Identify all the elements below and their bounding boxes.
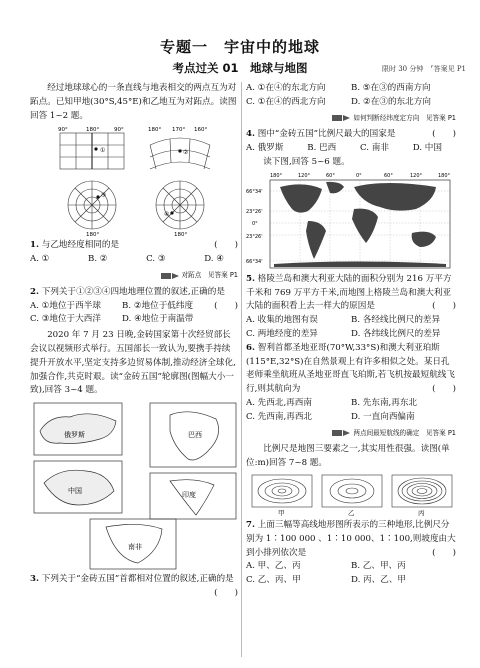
- q7-paren: ( ): [432, 547, 456, 558]
- arrow-icon: [343, 115, 350, 121]
- map-tick-top-2: 120°: [298, 172, 311, 179]
- option-d[interactable]: D. 丙、乙、甲: [351, 575, 407, 586]
- circle-label-2: ②: [183, 149, 189, 157]
- option-b[interactable]: B. 先东南,再东北: [351, 397, 418, 408]
- scale-passage: 比例尺是地图三要素之一,其实用性很强。读图(单位:m)回答 7~8 题。: [246, 444, 450, 469]
- page-title: 专题一 宇宙中的地球: [159, 38, 320, 56]
- option-d[interactable]: D. ④: [204, 254, 224, 265]
- brics-passage: 2020 年 7 月 23 日晚,金砖国家第十次经贸部长会议以视频形式举行。五国部长一致认为,要携手持续提升开放水平,坚定支持多边贸易体制,推动经济全球化,加强合作,共克时艰。读“金砖五国”轮廓图(图幅大小一致),回答 3~4 题。: [30, 330, 236, 396]
- point-3: [96, 196, 99, 199]
- map-tick-left-5: 66°34': [246, 258, 263, 265]
- q4-options: [246, 142, 456, 156]
- label-china: 中国: [68, 487, 82, 496]
- option-c[interactable]: C. ①在④的西北方向: [246, 96, 326, 107]
- option-a[interactable]: A. 先西北,再西南: [246, 397, 312, 408]
- option-a[interactable]: A. 俄罗斯: [246, 143, 284, 154]
- intro-passage: 经过地球球心的一条直线与地表相交的两点互为对跖点。已知甲地(30°S,45°E)和乙地互为对跖点。读图回答 1~2 题。: [30, 83, 237, 121]
- map-tick-left-3: 0°: [252, 220, 258, 227]
- option-c[interactable]: C. ③地位于大西洋: [30, 314, 101, 325]
- point-1: [94, 148, 97, 151]
- circle-label-3: ③: [101, 192, 107, 200]
- map-tick-top-5: 60°: [384, 172, 393, 179]
- tag-bar-icon: [332, 115, 342, 121]
- map-tick-left-4: 23°26': [246, 233, 263, 240]
- contour-label-jia: 甲: [278, 508, 285, 517]
- option-a[interactable]: A. 收集的地图有误: [246, 315, 318, 326]
- answer-tag-2: [246, 112, 456, 126]
- contour-frame-bing: [392, 475, 452, 507]
- contour-maps-figure: [246, 473, 456, 517]
- fig-label-2: 180°: [86, 127, 100, 134]
- grid-figure-1: [60, 133, 124, 169]
- q7-number: 7.: [246, 519, 255, 530]
- tag-text: 如何判断经纬度定方向 见答案 P1: [353, 113, 456, 122]
- q6-number: 6.: [246, 342, 255, 353]
- option-d[interactable]: D. 中国: [412, 143, 442, 154]
- map-tick-top-1: 180°: [270, 172, 283, 179]
- q5-paren: ( ): [432, 301, 456, 312]
- q2-text: 下列关于①②③④四地地理位置的叙述,正确的是: [41, 286, 225, 297]
- option-c[interactable]: C. 南非: [360, 143, 389, 154]
- option-b[interactable]: B. 巴西: [307, 143, 337, 154]
- column-divider: [241, 82, 242, 657]
- option-c[interactable]: C. 先西南,再西北: [246, 411, 313, 422]
- section-subtitle: 考点过关 01 地球与地图: [172, 61, 308, 75]
- arrow-icon: [172, 273, 179, 279]
- q7-text: 上面三幅等高线地形图所表示的三种地形,比例尺分别为 1∶100 000 、1∶10 000、1∶100,则坡度由大到小排列依次是: [246, 519, 456, 558]
- q3-number: 3.: [30, 574, 39, 585]
- polar-figure-2: [156, 181, 204, 229]
- q6-paren: ( ): [432, 384, 456, 395]
- q6-options: [246, 397, 456, 425]
- tag-bar-icon: [161, 273, 171, 279]
- right-column: [246, 82, 456, 588]
- map-tick-top-6: 120°: [410, 172, 423, 179]
- tag-text: 两点间最短航线的确定 见答案 P1: [353, 428, 456, 437]
- option-a[interactable]: A. ①在④的东北方向: [246, 83, 326, 93]
- map-tick-left-1: 66°34': [246, 188, 263, 195]
- fig-label-5: 170°: [172, 127, 186, 134]
- arrow-icon: [343, 430, 350, 436]
- map-tick-left-2: 23°26': [246, 208, 263, 215]
- q4-text: 图中“金砖五国”比例尺最大的国家是: [257, 129, 396, 140]
- option-a[interactable]: A. ①: [30, 254, 50, 265]
- option-b[interactable]: B. ②地位于低纬度: [122, 300, 194, 311]
- q6-text: 智利首都圣地亚哥(70°W,33°S)和澳大利亚珀斯(115°E,32°S)在自然景观上有许多相似之处。某日孔老师乘坐航班从圣地亚哥直飞珀斯,若飞机按最短航线飞行,则其航向为: [246, 342, 455, 395]
- map-intro: 读下图,回答 5~6 题。: [263, 156, 350, 167]
- q3-paren: ( ): [214, 587, 238, 598]
- label-south-africa: 南非: [128, 543, 142, 552]
- circle-label-1: ①: [100, 147, 106, 155]
- option-c[interactable]: C. 乙、丙、甲: [246, 575, 301, 586]
- fig-label-1: 90°: [58, 127, 68, 134]
- label-russia: 俄罗斯: [64, 431, 85, 440]
- q5-number: 5.: [246, 273, 255, 284]
- q2-options: [30, 300, 214, 328]
- contour-frame-yi: [322, 475, 382, 507]
- option-d[interactable]: D. ②在③的东北方向: [351, 96, 431, 107]
- timer-note: 限时 30 分钟 ⌜答案见 P1: [381, 65, 466, 73]
- contour-frame-jia: [252, 475, 312, 507]
- q1-options: [30, 253, 238, 267]
- q2-number: 2.: [30, 286, 39, 297]
- world-map-figure: [246, 171, 456, 271]
- option-a[interactable]: A. 甲、乙、丙: [246, 561, 301, 572]
- fig-label-6: 160°: [194, 127, 208, 134]
- contour-label-bing: 丙: [418, 508, 425, 517]
- fig-label-7: 180°: [86, 232, 100, 238]
- q4-paren: ( ): [432, 129, 456, 140]
- q1-text: 与乙地经度相同的是: [41, 240, 120, 251]
- circle-label-4: ④: [164, 211, 170, 219]
- q5-text: 格陵兰岛和澳大利亚大陆的面积分别为 216 万平方千米和 769 万平方千米,而地图上格陵兰岛和澳大利亚大陆的面积看上去一样大的原因是: [246, 273, 452, 312]
- option-a[interactable]: A. ①地位于西半球: [30, 300, 101, 311]
- option-b[interactable]: B. ⑤在③的西南方向: [351, 83, 431, 93]
- russia-outline: [40, 414, 116, 444]
- fig-label-8: 180°: [174, 232, 188, 238]
- q7-options: [246, 560, 456, 588]
- label-india: 印度: [182, 491, 196, 500]
- answer-tag-3: [246, 427, 456, 441]
- q2-paren: ( ): [214, 300, 238, 311]
- map-tick-top-4: 0°: [356, 172, 362, 179]
- option-d[interactable]: D. ④地位于南温带: [122, 314, 194, 325]
- brics-outline-figure: [30, 401, 238, 571]
- figure-grids: [30, 125, 238, 237]
- tag-bar-icon: [332, 430, 342, 436]
- answer-tag-1: [30, 269, 238, 283]
- map-tick-top-3: 60°: [326, 172, 335, 179]
- tag-text: 对跖点 见答案 P1: [181, 270, 238, 279]
- fig-label-3: 90°: [114, 127, 124, 134]
- q1-paren: ( ): [214, 240, 238, 251]
- fig-label-4: 180°: [148, 127, 162, 134]
- q3-options: [246, 82, 456, 110]
- option-b[interactable]: B. 各经线比例尺的差异: [351, 315, 441, 326]
- option-d[interactable]: D. 各纬线比例尺的差异: [351, 328, 441, 339]
- grid-figure-2: [150, 138, 210, 169]
- point-4: [170, 212, 173, 215]
- left-column: [30, 82, 238, 601]
- q4-number: 4.: [246, 129, 255, 140]
- polar-figure-1: [68, 181, 116, 229]
- label-brazil: 巴西: [188, 431, 202, 440]
- map-tick-top-7: 180°: [438, 172, 451, 179]
- point-2: [178, 150, 181, 153]
- contour-label-yi: 乙: [348, 508, 355, 517]
- q5-options: [246, 314, 456, 342]
- option-d[interactable]: D. 一直向西偏南: [351, 411, 415, 422]
- option-c[interactable]: C. ③: [146, 254, 166, 265]
- option-b[interactable]: B. ②: [88, 254, 108, 265]
- q3-text: 下列关于“金砖五国”首都相对位置的叙述,正确的是: [41, 574, 234, 585]
- q1-number: 1.: [30, 240, 39, 251]
- option-b[interactable]: B. 乙、甲、丙: [351, 561, 406, 572]
- option-c[interactable]: C. 两地经度的差异: [246, 328, 318, 339]
